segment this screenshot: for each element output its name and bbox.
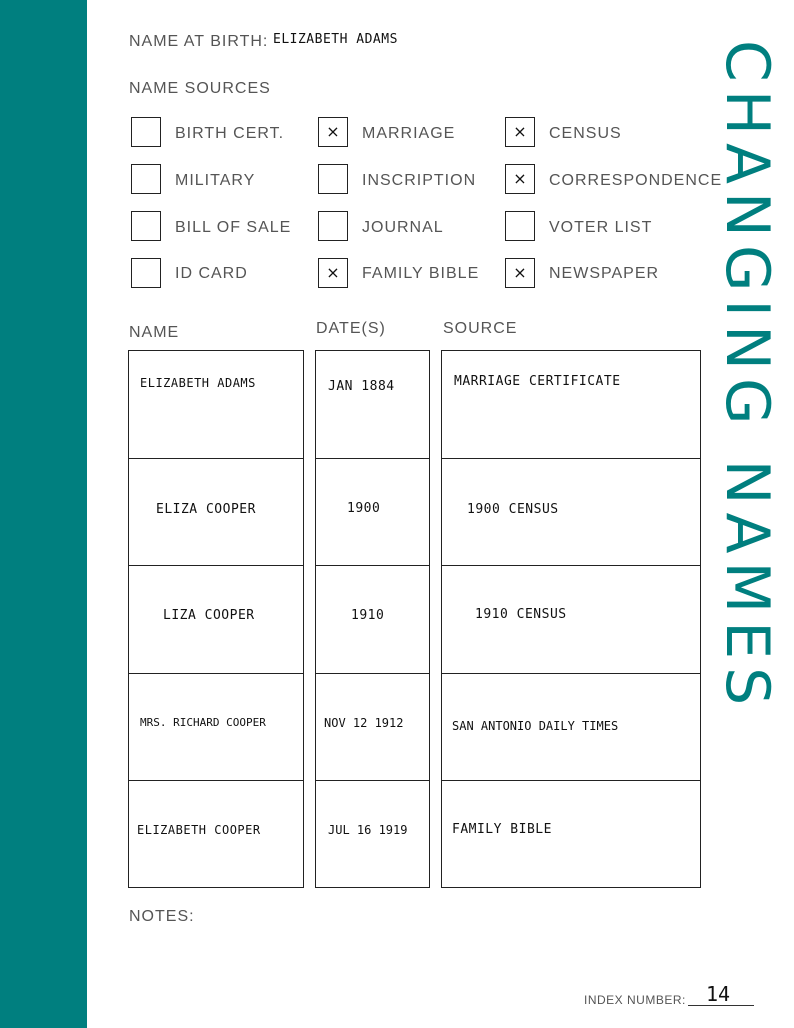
checkbox-voter-list[interactable]	[505, 211, 535, 241]
column-header-name: NAME	[129, 324, 180, 341]
source-label-newspaper: NEWSPAPER	[549, 265, 660, 282]
column-header-dates: DATE(S)	[316, 320, 386, 337]
source-label-birth-cert: BIRTH CERT.	[175, 125, 285, 142]
table-cell-date[interactable]: JUL 16 1919	[328, 823, 408, 838]
checkbox-family-bible[interactable]: ×	[318, 258, 348, 288]
teal-sidebar	[0, 0, 87, 1028]
source-label-inscription: INSCRIPTION	[362, 172, 477, 189]
name-at-birth-label: NAME AT BIRTH:	[129, 33, 269, 50]
source-label-family-bible: FAMILY BIBLE	[362, 265, 480, 282]
checkbox-inscription[interactable]	[318, 164, 348, 194]
table-cell-source[interactable]: FAMILY BIBLE	[452, 822, 552, 838]
table-cell-source[interactable]: 1910 CENSUS	[442, 566, 700, 674]
name-sources-heading: NAME SOURCES	[129, 80, 271, 97]
table-cell-date[interactable]: NOV 12 1912	[316, 674, 429, 782]
table-cell-date[interactable]: 1910	[316, 566, 429, 674]
page-title-vertical	[712, 40, 782, 730]
checkbox-military[interactable]	[131, 164, 161, 194]
checkbox-id-card[interactable]	[131, 258, 161, 288]
source-label-census: CENSUS	[549, 125, 622, 142]
source-label-correspondence: CORRESPONDENCE	[549, 172, 723, 189]
checkbox-census[interactable]: ×	[505, 117, 535, 147]
notes-label: NOTES:	[129, 908, 195, 925]
table-cell-source[interactable]: 1900 CENSUS	[442, 459, 700, 567]
source-label-bill-of-sale: BILL OF SALE	[175, 219, 292, 236]
index-number-label: INDEX NUMBER:	[584, 993, 686, 1007]
checkbox-marriage[interactable]: ×	[318, 117, 348, 147]
source-label-journal: JOURNAL	[362, 219, 444, 236]
source-label-marriage: MARRIAGE	[362, 125, 456, 142]
table-cell-date[interactable]: JAN 1884	[316, 351, 429, 459]
column-header-source: SOURCE	[443, 320, 518, 337]
table-cell-name[interactable]: LIZA COOPER	[129, 566, 303, 674]
source-column	[441, 350, 701, 888]
checkbox-correspondence[interactable]: ×	[505, 164, 535, 194]
source-label-voter-list: VOTER LIST	[549, 219, 653, 236]
page-title: CHANGING NAMES	[712, 40, 782, 714]
table-cell-source[interactable]: SAN ANTONIO DAILY TIMES	[442, 674, 700, 782]
name-column	[128, 350, 304, 888]
checkbox-journal[interactable]	[318, 211, 348, 241]
source-label-military: MILITARY	[175, 172, 256, 189]
checkbox-bill-of-sale[interactable]	[131, 211, 161, 241]
table-cell-name[interactable]: ELIZA COOPER	[129, 459, 303, 567]
name-at-birth-value[interactable]: ELIZABETH ADAMS	[273, 32, 398, 47]
table-cell-name[interactable]: MRS. RICHARD COOPER	[129, 674, 303, 782]
checkbox-birth-cert[interactable]	[131, 117, 161, 147]
index-number-value[interactable]: 14	[706, 982, 731, 1006]
table-cell-name[interactable]: ELIZABETH ADAMS	[129, 351, 303, 459]
date-column	[315, 350, 430, 888]
checkbox-newspaper[interactable]: ×	[505, 258, 535, 288]
source-label-id-card: ID CARD	[175, 265, 248, 282]
table-cell-name[interactable]: ELIZABETH COOPER	[137, 823, 261, 838]
table-cell-source[interactable]: MARRIAGE CERTIFICATE	[442, 351, 700, 459]
table-cell-date[interactable]: 1900	[316, 459, 429, 567]
